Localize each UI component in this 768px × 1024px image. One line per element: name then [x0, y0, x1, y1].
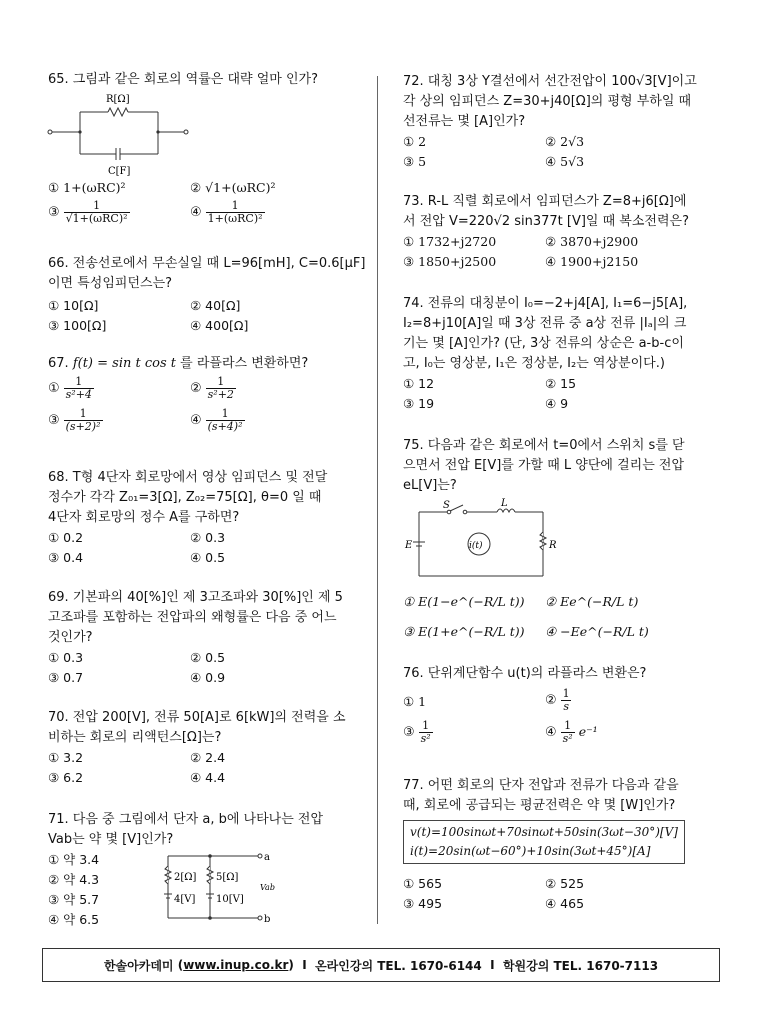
q71-option-1[interactable]: ① 약 3.4 [48, 852, 100, 867]
q67-option-3[interactable]: ③ $\frac{1}{\text{(s+2)²}}$ [48, 407, 101, 433]
q69-option-1[interactable]: ① 0.3 [48, 650, 84, 665]
q71-option-2[interactable]: ② 약 4.3 [48, 872, 100, 887]
q71-option-3[interactable]: ③ 약 5.7 [48, 892, 100, 907]
q65-stem: 65. 그림과 같은 회로의 역률은 대략 얼마 인가? [48, 72, 318, 87]
footer-bar: 한솔아카데미 ( www.inup.co.kr ) I 온라인강의 TEL. 1670-6144 I 학원강의 TEL. 1670-7113 [42, 948, 720, 982]
q77-equation-box [403, 820, 685, 864]
q77-option-2[interactable]: ② 525 [545, 876, 585, 891]
question-71 [48, 810, 366, 927]
column-divider [377, 76, 378, 924]
q77-option-1[interactable]: ① 565 [403, 876, 443, 891]
q72-option-2[interactable]: ② 2√3 [545, 134, 585, 149]
question-67 [48, 354, 366, 433]
q77-current-equation: i(t)=20sin(ωt−60°)+10sin(3ωt+45°)[A] [410, 844, 651, 858]
q75-option-2[interactable]: ② Ee^(−R/L t) [545, 594, 639, 609]
q76-option-3[interactable]: ③ $\frac{1}{\text{s²}}$ [403, 719, 431, 745]
q66-option-3[interactable]: ③ 100[Ω] [48, 318, 107, 333]
q75-stem-line-3: eL[V]는? [403, 478, 457, 493]
footer-website-link[interactable]: www.inup.co.kr [183, 958, 289, 972]
q71-stem-line-1: 71. 다음 중 그림에서 단자 a, b에 나타나는 전압 [48, 812, 324, 827]
q75-label-s: S [443, 500, 450, 511]
q70-option-2[interactable]: ② 2.4 [190, 750, 226, 765]
q71-option-4[interactable]: ④ 약 6.5 [48, 912, 100, 927]
question-68 [48, 468, 366, 565]
q66-stem: 66. 전송선로에서 무손실일 때 L=96[mH], C=0.6[μF]이면 특성임피던스는? [48, 256, 366, 291]
q68-option-1[interactable]: ① 0.2 [48, 530, 84, 545]
q72-stem-line-2: 각 상의 임피던스 Z=30+j40[Ω]의 평형 부하일 때 [403, 94, 692, 109]
q74-stem-line-3: 기는 몇 [A]인가? (단, 3상 전류의 상순은 a-b-c이 [403, 336, 684, 351]
q73-stem-line-1: 73. R-L 직렬 회로에서 임피던스가 Z=8+j6[Ω]에 [403, 194, 687, 209]
q75-label-r: R [549, 540, 557, 551]
q68-option-2[interactable]: ② 0.3 [190, 530, 226, 545]
question-74 [403, 294, 721, 411]
q74-option-1[interactable]: ① 12 [403, 376, 435, 391]
q68-stem-line-3: 4단자 회로망의 정수 A를 구하면? [48, 510, 240, 525]
q66-option-2[interactable]: ② 40[Ω] [190, 298, 241, 313]
question-73 [403, 192, 721, 269]
q75-label-l: L [501, 498, 508, 509]
q69-option-4[interactable]: ④ 0.9 [190, 670, 226, 685]
q74-option-2[interactable]: ② 15 [545, 376, 577, 391]
q69-option-3[interactable]: ③ 0.7 [48, 670, 84, 685]
q70-stem-line-1: 70. 전압 200[V], 전류 50[A]로 6[kW]의 전력을 소 [48, 710, 346, 725]
q68-stem-line-1: 68. T형 4단자 회로망에서 영상 임피던스 및 전달 [48, 470, 328, 485]
q76-option-2[interactable]: ② $\frac{1}{s}$ [545, 687, 570, 713]
q72-stem-line-3: 선전류는 몇 [A]인가? [403, 114, 526, 129]
q66-option-1[interactable]: ① 10[Ω] [48, 298, 99, 313]
question-75 [403, 436, 721, 639]
q75-option-3[interactable]: ③ E(1+e^(−R/L t)) [403, 624, 525, 639]
q65-label-r: R[Ω] [106, 94, 130, 105]
question-76 [403, 664, 721, 745]
question-69 [48, 588, 366, 685]
q71-label-e1: 4[V] [174, 894, 196, 905]
q65-option-3[interactable]: ③ $\frac{1}{\text{√1+(ωRC)²}}$ [48, 199, 128, 225]
q75-circuit-diagram [403, 498, 573, 582]
q75-option-4[interactable]: ④ −Ee^(−R/L t) [545, 624, 649, 639]
q74-stem-line-4: 고, I₀는 영상분, I₁은 정상분, I₂는 역상분이다.) [403, 356, 665, 371]
q72-option-3[interactable]: ③ 5 [403, 154, 427, 169]
q71-circuit-diagram [164, 852, 284, 925]
q71-label-vab: Vab [260, 883, 275, 892]
q73-option-3[interactable]: ③ 1850+j2500 [403, 254, 497, 269]
q65-option-4[interactable]: ④ $\frac{1}{\text{1+(ωRC)²}}$ [190, 199, 263, 225]
question-65 [48, 70, 366, 225]
footer-academy-name: 한솔아카데미 [103, 958, 174, 973]
q70-option-1[interactable]: ① 3.2 [48, 750, 84, 765]
q69-stem-line-2: 고조파를 포함하는 전압파의 왜형률은 다음 중 어느 [48, 610, 337, 625]
q74-stem-line-2: I₂=8+j10[A]일 때 3상 전류 중 a상 전류 |Iₐ|의 크 [403, 316, 687, 331]
q72-option-1[interactable]: ① 2 [403, 134, 427, 149]
q69-option-2[interactable]: ② 0.5 [190, 650, 226, 665]
q73-stem-line-2: 서 전압 V=220√2 sin377t [V]일 때 복소전력은? [403, 214, 689, 229]
q67-stem: 67. f(t) = sin t cos t 를 라플라스 변환하면? [48, 356, 309, 371]
q75-option-1[interactable]: ① E(1−e^(−R/L t)) [403, 594, 525, 609]
q76-option-4[interactable]: ④ $\frac{1}{\text{s²}}$ e⁻¹ [545, 719, 598, 745]
q76-option-1[interactable]: ① 1 [403, 694, 427, 709]
footer-offline-phone: 학원강의 TEL. 1670-7113 [502, 958, 659, 973]
q69-stem-line-1: 69. 기본파의 40[%]인 제 3고조파와 30[%]인 제 5 [48, 590, 343, 605]
q73-option-1[interactable]: ① 1732+j2720 [403, 234, 497, 249]
q65-option-2[interactable]: ② √1+(ωRC)² [190, 180, 276, 195]
question-77 [403, 776, 721, 911]
q74-stem-line-1: 74. 전류의 대칭분이 I₀=−2+j4[A], I₁=6−j5[A], [403, 296, 688, 311]
q73-option-4[interactable]: ④ 1900+j2150 [545, 254, 639, 269]
q73-option-2[interactable]: ② 3870+j2900 [545, 234, 639, 249]
q65-label-c: C[F] [108, 166, 131, 177]
q66-option-4[interactable]: ④ 400[Ω] [190, 318, 249, 333]
question-70 [48, 708, 366, 785]
q72-option-4[interactable]: ④ 5√3 [545, 154, 585, 169]
q68-option-4[interactable]: ④ 0.5 [190, 550, 226, 565]
footer-online-phone: 온라인강의 TEL. 1670-6144 [315, 958, 482, 973]
q70-option-4[interactable]: ④ 4.4 [190, 770, 226, 785]
q71-terminal-a: a [264, 852, 270, 863]
q77-stem-line-2: 때, 회로에 공급되는 평균전력은 약 몇 [W]인가? [403, 798, 676, 813]
q67-option-4[interactable]: ④ $\frac{1}{\text{(s+4)²}}$ [190, 407, 243, 433]
q69-stem-line-3: 것인가? [48, 630, 93, 645]
q67-option-2[interactable]: ② $\frac{1}{\text{s²+2}}$ [190, 375, 234, 401]
q71-stem-line-2: Vab는 약 몇 [V]인가? [48, 832, 174, 847]
q70-stem-line-2: 비하는 회로의 리액턴스[Ω]는? [48, 730, 222, 745]
q71-label-r1: 2[Ω] [174, 872, 197, 883]
q75-label-e: E [405, 540, 413, 551]
q75-stem-line-1: 75. 다음과 같은 회로에서 t=0에서 스위치 s를 닫 [403, 438, 685, 453]
q74-option-4[interactable]: ④ 9 [545, 396, 569, 411]
q72-stem-line-1: 72. 대칭 3상 Y결선에서 선간전압이 100√3[V]이고 [403, 74, 697, 89]
footer-separator-2: I [490, 958, 495, 972]
q75-label-i: i(t) [469, 541, 483, 551]
q71-label-r2: 5[Ω] [216, 872, 239, 883]
question-66 [48, 254, 366, 333]
q68-option-3[interactable]: ③ 0.4 [48, 550, 84, 565]
q67-option-1[interactable]: ① $\frac{1}{\text{s²+4}}$ [48, 375, 92, 401]
q65-circuit-diagram [48, 92, 198, 177]
q68-stem-line-2: 정수가 각각 Z₀₁=3[Ω], Z₀₂=75[Ω], θ=0 일 때 [48, 490, 322, 505]
q71-label-e2: 10[V] [216, 894, 244, 905]
question-72 [403, 72, 721, 169]
q77-voltage-equation: v(t)=100sinωt+70sinωt+50sin(3ωt−30°)[V] [410, 825, 678, 839]
q77-option-4[interactable]: ④ 465 [545, 896, 585, 911]
q65-option-1[interactable]: ① 1+(ωRC)² [48, 180, 126, 195]
q74-option-3[interactable]: ③ 19 [403, 396, 435, 411]
q75-stem-line-2: 으면서 전압 E[V]를 가할 때 L 양단에 걸리는 전압 [403, 458, 685, 473]
q76-stem: 76. 단위계단함수 u(t)의 라플라스 변환은? [403, 666, 647, 681]
q77-stem-line-1: 77. 어떤 회로의 단자 전압과 전류가 다음과 같을 [403, 778, 679, 793]
q71-terminal-b: b [264, 914, 271, 925]
q77-option-3[interactable]: ③ 495 [403, 896, 443, 911]
q70-option-3[interactable]: ③ 6.2 [48, 770, 84, 785]
footer-separator-1: I [302, 958, 307, 972]
